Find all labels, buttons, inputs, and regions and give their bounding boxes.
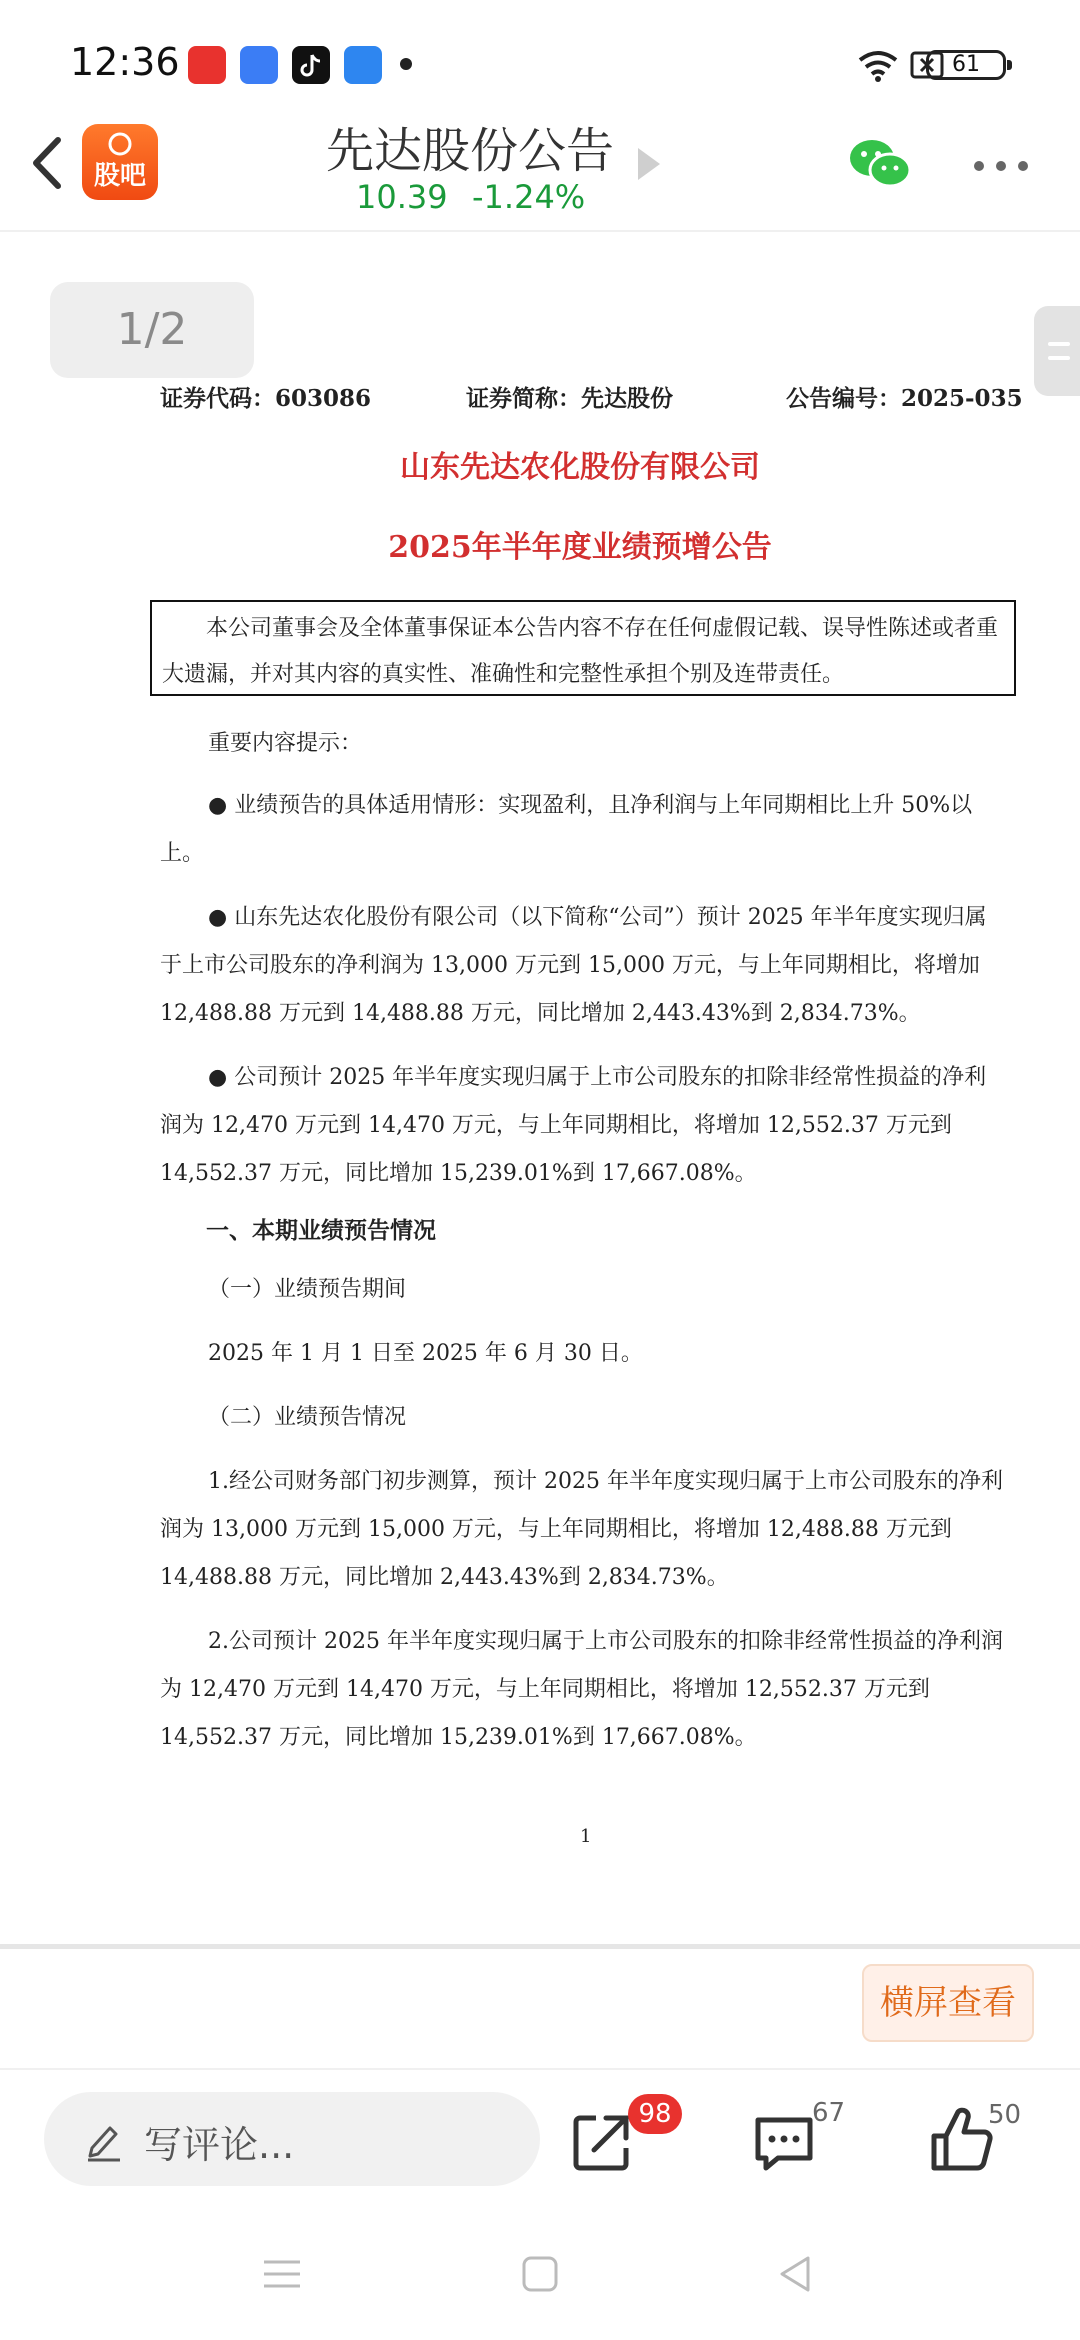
like-count: 50 xyxy=(988,2100,1022,2130)
bullet-text: ● 山东先达农化股份有限公司（以下简称“公司”）预计 2025 年半年度实现归属于上市公司股东的净利润为 13,000 万元到 15,000 万元，与上年同期相比，将增加 12,488.88 万元到 14,488.88 万元，同比增加 2,443.43%到 2,834.73%。 xyxy=(160,905,987,1026)
wifi-icon xyxy=(856,48,900,82)
forecast-period: 2025 年 1 月 1 日至 2025 年 6 月 30 日。 xyxy=(208,1341,643,1366)
highlights-label: 重要内容提示： xyxy=(208,731,363,756)
share-badge: 98 xyxy=(628,2094,682,2134)
home-nav-icon[interactable] xyxy=(520,2254,560,2294)
security-code: 证券代码：603086 xyxy=(160,385,372,412)
battery-indicator: 61 xyxy=(926,50,1006,80)
side-panel-handle[interactable] xyxy=(1034,306,1080,396)
app-notification-icon xyxy=(344,46,382,84)
stock-change: -1.24% xyxy=(472,178,586,216)
forecast-item-2: 2.公司预计 2025 年半年度实现归属于上市公司股东的扣除非经常性损益的净利润为 12,470 万元到 14,470 万元，与上年同期相比，将增加 12,552.37 万元到 14,552.37 万元，同比增加 15,239.01%到 17,667.08%。 xyxy=(160,1629,1003,1750)
notice-title: 2025年半年度业绩预增公告 xyxy=(388,530,772,565)
pencil-icon xyxy=(84,2118,124,2162)
comment-icon[interactable] xyxy=(748,2106,820,2178)
bullet-text: ● 公司预计 2025 年半年度实现归属于上市公司股东的扣除非经常性损益的净利润为 12,470 万元到 14,470 万元，与上年同期相比，将增加 12,552.37 万元到 14,552.37 万元，同比增加 15,239.01%到 17,667.08%。 xyxy=(160,1065,986,1186)
wechat-share-icon[interactable] xyxy=(848,136,912,190)
highlight-bullet xyxy=(160,782,1008,878)
company-name: 山东先达农化股份有限公司 xyxy=(400,450,760,485)
divider xyxy=(0,1944,1080,1949)
section-heading: 一、本期业绩预告情况 xyxy=(206,1217,436,1244)
more-options-button[interactable] xyxy=(974,156,1040,175)
notice-number: 公告编号：2025-035 xyxy=(786,385,1023,412)
back-nav-icon[interactable] xyxy=(776,2254,816,2294)
back-button[interactable] xyxy=(18,128,78,198)
board-statement-box: 本公司董事会及全体董事保证本公告内容不存在任何虚假记载、误导性陈述或者重大遗漏，并对其内容的真实性、准确性和完整性承担个别及连带责任。 xyxy=(150,600,1016,696)
page-indicator: 1/2 xyxy=(50,282,254,378)
comment-count: 67 xyxy=(812,2098,846,2128)
guba-logo[interactable] xyxy=(82,124,158,200)
bullet-text: ● 业绩预告的具体适用情形：实现盈利，且净利润与上年同期相比上升 50%以上。 xyxy=(160,793,972,866)
logo-icon xyxy=(106,132,134,156)
landscape-view-button[interactable]: 横屏查看 xyxy=(862,1964,1034,2042)
share-icon[interactable] xyxy=(566,2106,638,2178)
logo-text: 股吧 xyxy=(93,161,146,191)
stock-price: 10.39 xyxy=(356,178,448,216)
more-notifications-dot xyxy=(400,58,412,70)
app-notification-icon xyxy=(240,46,278,84)
highlight-bullet xyxy=(160,1054,1008,1198)
play-icon[interactable] xyxy=(638,148,660,180)
page-number: 1 xyxy=(580,1826,592,1847)
forecast-item-1: 1.经公司财务部门初步测算，预计 2025 年半年度实现归属于上市公司股东的净利润为 13,000 万元到 15,000 万元，与上年同期相比，将增加 12,488.88 万元到 14,488.88 万元，同比增加 2,443.43%到 2,834.73%。 xyxy=(160,1469,1003,1590)
comment-placeholder: 写评论... xyxy=(144,2123,295,2167)
highlight-bullet xyxy=(160,894,1008,1038)
app-notification-icon xyxy=(188,46,226,84)
status-time: 12:36 xyxy=(70,40,180,84)
subsection-heading: （二）业绩预告情况 xyxy=(208,1405,407,1430)
page-title: 先达股份公告 xyxy=(326,123,615,179)
tiktok-notification-icon xyxy=(292,46,330,84)
subsection-heading: （一）业绩预告期间 xyxy=(208,1277,407,1302)
menu-nav-icon[interactable] xyxy=(262,2254,302,2294)
security-short-name: 证券简称：先达股份 xyxy=(466,385,673,412)
comment-input[interactable] xyxy=(44,2092,540,2186)
divider xyxy=(0,230,1080,232)
divider xyxy=(0,2068,1080,2070)
